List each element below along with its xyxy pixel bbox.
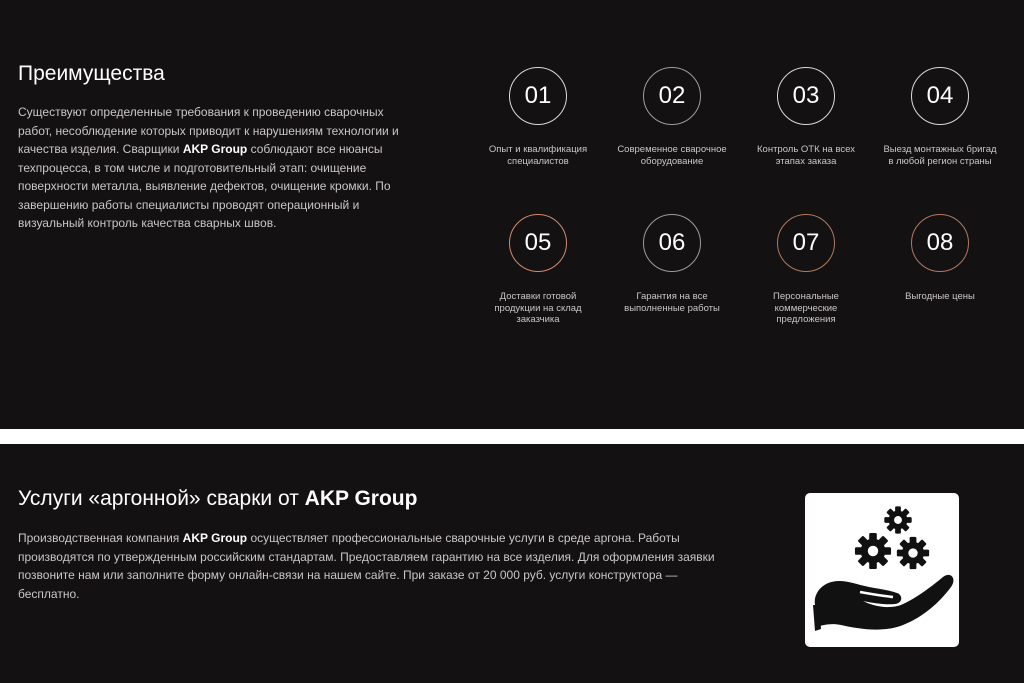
services-section bbox=[0, 444, 1024, 683]
number-circle: 04 bbox=[911, 67, 969, 125]
number-circle: 02 bbox=[643, 67, 701, 125]
advantage-item-04 bbox=[881, 67, 999, 167]
brand-name: AKP Group bbox=[182, 531, 248, 545]
advantage-label: Опыт и квалификация специалистов bbox=[488, 144, 588, 167]
advantage-item-02 bbox=[613, 67, 731, 167]
number-circle: 03 bbox=[777, 67, 835, 125]
advantage-item-05 bbox=[479, 214, 597, 326]
number-circle: 07 bbox=[777, 214, 835, 272]
number-circle: 06 bbox=[643, 214, 701, 272]
advantage-item-06 bbox=[613, 214, 731, 314]
advantage-label: Гарантия на все выполненные работы bbox=[624, 291, 720, 314]
brand-name: AKP Group bbox=[182, 142, 248, 156]
hand-with-gears-svg bbox=[805, 493, 959, 647]
brand-name: AKP Group bbox=[304, 487, 418, 510]
advantage-label: Контроль ОТК на всех этапах заказа bbox=[757, 144, 855, 167]
advantage-label: Выезд монтажных бригад в любой регион страны bbox=[883, 144, 997, 167]
advantage-item-01 bbox=[479, 67, 597, 167]
advantage-label: Современное сварочное оборудование bbox=[617, 144, 727, 167]
number-circle: 05 bbox=[509, 214, 567, 272]
number-circle: 08 bbox=[911, 214, 969, 272]
advantage-label: Персональные коммерческие предложения bbox=[773, 291, 839, 325]
hand-with-gears-icon bbox=[805, 493, 959, 647]
advantage-label: Доставки готовой продукции на склад заказчика bbox=[494, 291, 582, 325]
services-title: Услуги «аргонной» сварки от AKP Group bbox=[18, 487, 418, 510]
advantage-label: Выгодные цены bbox=[905, 291, 975, 302]
advantages-description: Существуют определенные требования к проведению сварочных работ, несоблюдение которых приводит к нарушениям технологии и качества изделия. Сварщики AKP Group соблюдают все нюансы техпроцесса, в том числе и подготовительный этап: очищение поверхности металла, выявление дефектов, очищение кромки. По завершению работы специалисты проводят операционный и визуальный контроль качества сварных швов. bbox=[18, 105, 399, 230]
advantage-item-08 bbox=[881, 214, 999, 303]
advantage-item-07 bbox=[747, 214, 865, 326]
advantages-title: Преимущества bbox=[18, 62, 165, 85]
advantage-item-03 bbox=[747, 67, 865, 167]
services-description: Производственная компания AKP Group осуществляет профессиональные сварочные услуги в среде аргона. Работы производятся по утвержденным российским стандартам. Предоставляем гарантию на все изделия. Для оформления заявки позвоните нам или заполните форму онлайн-связи на нашем сайте. При заказе от 20 000 руб. услуги конструктора — бесплатно. bbox=[18, 531, 715, 601]
number-circle: 01 bbox=[509, 67, 567, 125]
